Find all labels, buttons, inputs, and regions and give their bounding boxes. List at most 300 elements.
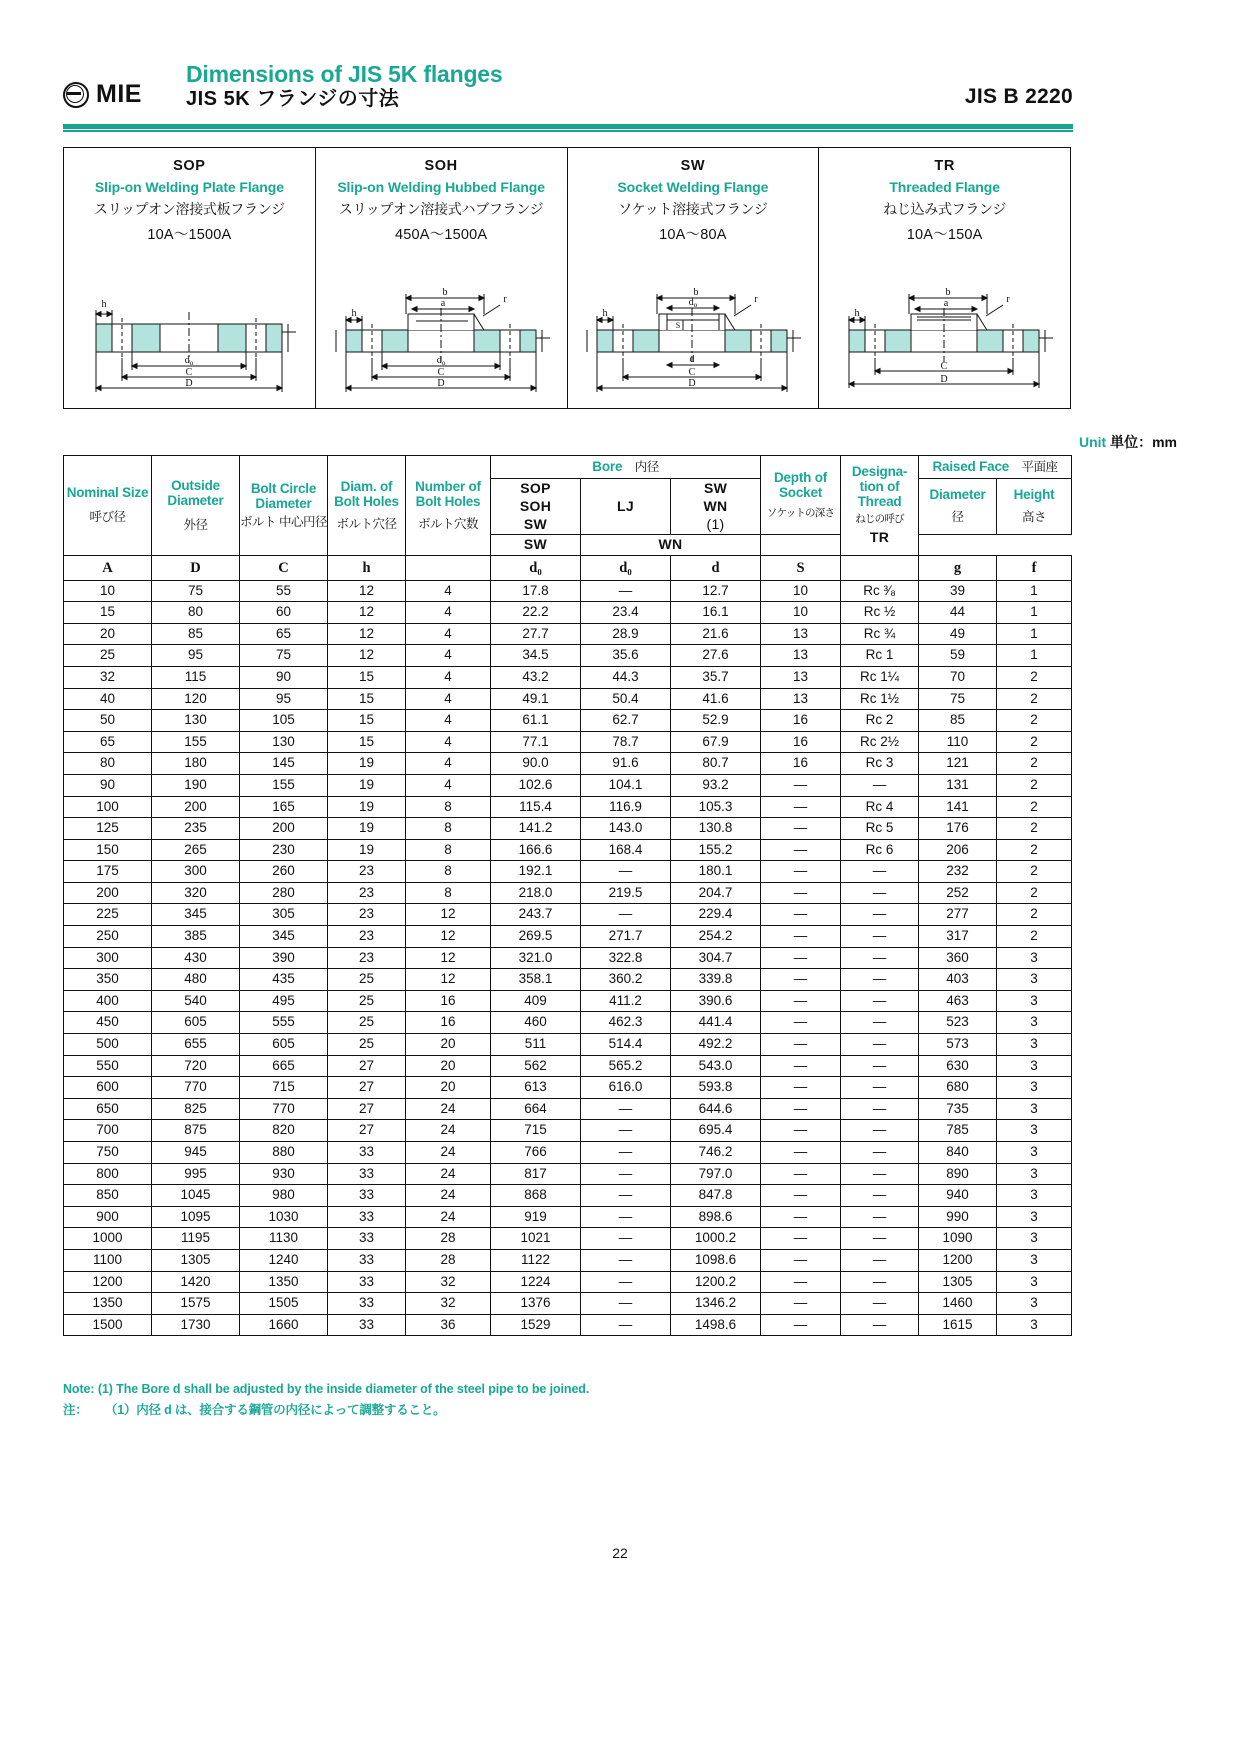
cell-n: 4 xyxy=(406,688,491,710)
cell-g: 1200 xyxy=(919,1249,997,1271)
sop-flange-section-diagram xyxy=(64,276,315,404)
cell-thread: — xyxy=(841,1271,919,1293)
cell-A: 250 xyxy=(64,926,152,948)
cell-d0sop: 49.1 xyxy=(491,688,581,710)
soh-flange-section-diagram xyxy=(316,276,567,404)
panel-tr xyxy=(819,148,1070,408)
cell-A: 80 xyxy=(64,753,152,775)
th-code-soh: SOH xyxy=(519,498,552,515)
cell-A: 100 xyxy=(64,796,152,818)
cell-d0lj: 514.4 xyxy=(581,1034,671,1056)
cell-d0lj: — xyxy=(581,861,671,883)
cell-g: 141 xyxy=(919,796,997,818)
svg-text:D: D xyxy=(185,378,193,389)
cell-f: 2 xyxy=(997,753,1072,775)
cell-f: 3 xyxy=(997,1142,1072,1164)
cell-n: 24 xyxy=(406,1098,491,1120)
cell-S: — xyxy=(761,947,841,969)
cell-d: 1498.6 xyxy=(671,1314,761,1336)
cell-d0sop: 243.7 xyxy=(491,904,581,926)
cell-d0lj: — xyxy=(581,580,671,602)
cell-h: 23 xyxy=(328,904,406,926)
cell-A: 700 xyxy=(64,1120,152,1142)
sym-C: C xyxy=(240,555,328,580)
header-rule xyxy=(63,124,1073,129)
cell-g: 39 xyxy=(919,580,997,602)
circle-bar-logo-icon xyxy=(63,82,89,108)
table-row xyxy=(64,926,1072,948)
svg-text:r: r xyxy=(502,294,507,305)
th-diam-bolt-holes-jp: ボルト穴径 xyxy=(336,516,397,531)
th-diam-bolt-holes xyxy=(328,456,406,556)
cell-S: 10 xyxy=(761,602,841,624)
cell-g: 360 xyxy=(919,947,997,969)
cell-d0lj: 565.2 xyxy=(581,1055,671,1077)
cell-d0sop: 868 xyxy=(491,1185,581,1207)
cell-h: 19 xyxy=(328,796,406,818)
cell-h: 12 xyxy=(328,602,406,624)
cell-f: 2 xyxy=(997,796,1072,818)
th-raised-face-en: Raised Face xyxy=(932,459,1010,474)
cell-A: 1100 xyxy=(64,1249,152,1271)
cell-d: 12.7 xyxy=(671,580,761,602)
svg-text:h: h xyxy=(351,308,357,319)
th-code-wn2: WN xyxy=(658,536,683,553)
sym-A: A xyxy=(64,555,152,580)
cell-n: 8 xyxy=(406,882,491,904)
cell-h: 33 xyxy=(328,1271,406,1293)
th-rf-diameter-jp: 径 xyxy=(951,510,964,525)
table-row xyxy=(64,969,1072,991)
cell-f: 1 xyxy=(997,645,1072,667)
cell-D: 1305 xyxy=(152,1249,240,1271)
unit-label-jp: 単位：mm xyxy=(1110,434,1177,450)
unit-label-en: Unit xyxy=(1078,434,1107,450)
cell-h: 12 xyxy=(328,580,406,602)
title-english: Dimensions of JIS 5K flanges xyxy=(186,61,503,87)
cell-S: — xyxy=(761,1077,841,1099)
panel-code: TR xyxy=(934,158,955,174)
panel-name-en: Threaded Flange xyxy=(889,179,1000,195)
cell-A: 850 xyxy=(64,1185,152,1207)
cell-n: 20 xyxy=(406,1055,491,1077)
svg-text:d: d xyxy=(689,354,695,365)
cell-g: 176 xyxy=(919,818,997,840)
th-bore-sop-soh-sw xyxy=(491,479,581,535)
th-rf-diameter xyxy=(919,479,997,535)
cell-S: — xyxy=(761,839,841,861)
cell-d0lj: — xyxy=(581,1314,671,1336)
cell-C: 930 xyxy=(240,1163,328,1185)
cell-h: 33 xyxy=(328,1314,406,1336)
cell-C: 820 xyxy=(240,1120,328,1142)
cell-C: 980 xyxy=(240,1185,328,1207)
cell-A: 25 xyxy=(64,645,152,667)
table-row xyxy=(64,1314,1072,1336)
table-body xyxy=(64,580,1072,1336)
panel-name-jp: ねじ込み式フランジ xyxy=(883,201,1007,217)
cell-thread: — xyxy=(841,1249,919,1271)
cell-A: 300 xyxy=(64,947,152,969)
cell-g: 840 xyxy=(919,1142,997,1164)
cell-h: 33 xyxy=(328,1206,406,1228)
cell-d0sop: 218.0 xyxy=(491,882,581,904)
cell-f: 2 xyxy=(997,666,1072,688)
cell-h: 27 xyxy=(328,1077,406,1099)
cell-D: 200 xyxy=(152,796,240,818)
cell-D: 1575 xyxy=(152,1293,240,1315)
cell-f: 3 xyxy=(997,1314,1072,1336)
cell-S: — xyxy=(761,1271,841,1293)
cell-d0sop: 613 xyxy=(491,1077,581,1099)
panel-name-en: Socket Welding Flange xyxy=(617,179,769,195)
cell-thread: — xyxy=(841,1034,919,1056)
cell-S: — xyxy=(761,818,841,840)
cell-d0sop: 766 xyxy=(491,1142,581,1164)
cell-A: 650 xyxy=(64,1098,152,1120)
cell-f: 2 xyxy=(997,731,1072,753)
cell-d0sop: 715 xyxy=(491,1120,581,1142)
cell-h: 19 xyxy=(328,774,406,796)
cell-n: 4 xyxy=(406,774,491,796)
th-socket-sw-code xyxy=(491,534,581,555)
cell-d0lj: 143.0 xyxy=(581,818,671,840)
th-bore-jp: 内径 xyxy=(634,460,659,474)
flange-dimensions-table xyxy=(63,455,1072,1336)
cell-g: 121 xyxy=(919,753,997,775)
cell-f: 2 xyxy=(997,861,1072,883)
cell-g: 1615 xyxy=(919,1314,997,1336)
cell-S: — xyxy=(761,1206,841,1228)
svg-text:C: C xyxy=(940,361,948,372)
cell-thread: — xyxy=(841,1055,919,1077)
cell-n: 24 xyxy=(406,1120,491,1142)
panel-size-range: 10A〜150A xyxy=(906,227,983,243)
th-outside-diameter xyxy=(152,456,240,556)
cell-d0lj: — xyxy=(581,1293,671,1315)
panel-code: SOP xyxy=(173,158,206,174)
cell-thread: — xyxy=(841,926,919,948)
cell-A: 65 xyxy=(64,731,152,753)
sym-blank xyxy=(406,555,491,580)
cell-f: 2 xyxy=(997,839,1072,861)
cell-d: 1200.2 xyxy=(671,1271,761,1293)
cell-S: 10 xyxy=(761,580,841,602)
th-designation-of-thread xyxy=(841,456,919,556)
table-row xyxy=(64,1206,1072,1228)
cell-d: 492.2 xyxy=(671,1034,761,1056)
table-row xyxy=(64,731,1072,753)
table-row xyxy=(64,666,1072,688)
cell-thread: — xyxy=(841,1077,919,1099)
cell-h: 23 xyxy=(328,947,406,969)
cell-d0sop: 77.1 xyxy=(491,731,581,753)
note-label-jp: 注： xyxy=(63,1403,88,1417)
cell-g: 940 xyxy=(919,1185,997,1207)
svg-text:D: D xyxy=(940,374,948,385)
cell-thread: Rc 4 xyxy=(841,796,919,818)
sym-S: S xyxy=(761,555,841,580)
cell-g: 110 xyxy=(919,731,997,753)
standard-code: JIS B 2220 xyxy=(964,85,1073,108)
cell-n: 12 xyxy=(406,904,491,926)
cell-d: 180.1 xyxy=(671,861,761,883)
cell-S: — xyxy=(761,861,841,883)
cell-d0sop: 141.2 xyxy=(491,818,581,840)
cell-D: 345 xyxy=(152,904,240,926)
svg-text:a: a xyxy=(943,298,949,309)
cell-d: 93.2 xyxy=(671,774,761,796)
cell-D: 130 xyxy=(152,710,240,732)
cell-d0lj: — xyxy=(581,1120,671,1142)
cell-thread: — xyxy=(841,774,919,796)
cell-f: 3 xyxy=(997,1271,1072,1293)
cell-d0lj: 219.5 xyxy=(581,882,671,904)
th-code-lj: LJ xyxy=(617,498,634,515)
cell-D: 540 xyxy=(152,990,240,1012)
table-row xyxy=(64,839,1072,861)
table-row xyxy=(64,1163,1072,1185)
cell-A: 32 xyxy=(64,666,152,688)
title-japanese: JIS 5K フランジの寸法 xyxy=(186,87,400,110)
th-rf-height-jp: 高さ xyxy=(1022,510,1047,525)
cell-f: 1 xyxy=(997,602,1072,624)
cell-d: 80.7 xyxy=(671,753,761,775)
cell-d: 105.3 xyxy=(671,796,761,818)
cell-h: 25 xyxy=(328,1034,406,1056)
cell-S: — xyxy=(761,969,841,991)
cell-d0lj: 116.9 xyxy=(581,796,671,818)
cell-f: 3 xyxy=(997,1034,1072,1056)
table-row xyxy=(64,1185,1072,1207)
cell-A: 1200 xyxy=(64,1271,152,1293)
svg-text:b: b xyxy=(945,287,951,298)
table-row xyxy=(64,947,1072,969)
cell-thread: — xyxy=(841,1120,919,1142)
th-rf-diameter-en: Diameter xyxy=(929,487,986,503)
table-row xyxy=(64,1098,1072,1120)
cell-A: 10 xyxy=(64,580,152,602)
cell-h: 27 xyxy=(328,1055,406,1077)
cell-thread: — xyxy=(841,1163,919,1185)
cell-h: 19 xyxy=(328,839,406,861)
cell-d0lj: — xyxy=(581,1271,671,1293)
cell-n: 8 xyxy=(406,818,491,840)
cell-d: 130.8 xyxy=(671,818,761,840)
cell-d0lj: — xyxy=(581,1142,671,1164)
cell-n: 32 xyxy=(406,1271,491,1293)
table-row xyxy=(64,1293,1072,1315)
cell-g: 252 xyxy=(919,882,997,904)
cell-g: 785 xyxy=(919,1120,997,1142)
cell-g: 49 xyxy=(919,623,997,645)
cell-A: 450 xyxy=(64,1012,152,1034)
cell-d0lj: 23.4 xyxy=(581,602,671,624)
sym-thread-blank xyxy=(841,555,919,580)
cell-A: 600 xyxy=(64,1077,152,1099)
cell-d0sop: 27.7 xyxy=(491,623,581,645)
cell-S: — xyxy=(761,1055,841,1077)
cell-d0lj: 44.3 xyxy=(581,666,671,688)
cell-C: 390 xyxy=(240,947,328,969)
cell-d: 41.6 xyxy=(671,688,761,710)
cell-f: 3 xyxy=(997,1249,1072,1271)
cell-D: 265 xyxy=(152,839,240,861)
cell-C: 555 xyxy=(240,1012,328,1034)
table-row xyxy=(64,1012,1072,1034)
cell-C: 95 xyxy=(240,688,328,710)
th-thread-code: TR xyxy=(869,529,890,546)
cell-d0lj: 35.6 xyxy=(581,645,671,667)
cell-h: 15 xyxy=(328,710,406,732)
cell-A: 550 xyxy=(64,1055,152,1077)
cell-D: 385 xyxy=(152,926,240,948)
cell-g: 232 xyxy=(919,861,997,883)
cell-f: 3 xyxy=(997,969,1072,991)
cell-f: 2 xyxy=(997,774,1072,796)
svg-text:b: b xyxy=(442,287,448,298)
cell-d0lj: 91.6 xyxy=(581,753,671,775)
table-row xyxy=(64,753,1072,775)
cell-thread: Rc 3 xyxy=(841,753,919,775)
cell-C: 165 xyxy=(240,796,328,818)
cell-n: 12 xyxy=(406,969,491,991)
th-nominal-size xyxy=(64,456,152,556)
th-number-bolt-holes-jp: ボルト穴数 xyxy=(417,516,478,531)
th-bore-lj xyxy=(581,479,671,535)
cell-f: 3 xyxy=(997,1120,1072,1142)
cell-g: 735 xyxy=(919,1098,997,1120)
svg-text:b: b xyxy=(693,287,699,298)
panel-size-range: 10A〜80A xyxy=(659,227,727,243)
cell-A: 400 xyxy=(64,990,152,1012)
cell-A: 125 xyxy=(64,818,152,840)
cell-thread: — xyxy=(841,1012,919,1034)
th-code-sw: SW xyxy=(523,516,548,533)
cell-D: 235 xyxy=(152,818,240,840)
cell-d: 746.2 xyxy=(671,1142,761,1164)
cell-D: 770 xyxy=(152,1077,240,1099)
cell-g: 131 xyxy=(919,774,997,796)
panel-code: SW xyxy=(680,158,706,174)
th-outside-diameter-en: Outside Diameter xyxy=(167,477,224,508)
cell-d0sop: 115.4 xyxy=(491,796,581,818)
cell-h: 33 xyxy=(328,1163,406,1185)
cell-h: 15 xyxy=(328,731,406,753)
cell-S: — xyxy=(761,1314,841,1336)
table-notes xyxy=(63,1382,1073,1418)
cell-C: 435 xyxy=(240,969,328,991)
cell-g: 277 xyxy=(919,904,997,926)
th-rf-height-en: Height xyxy=(1013,487,1055,503)
cell-d0lj: 616.0 xyxy=(581,1077,671,1099)
cell-n: 32 xyxy=(406,1293,491,1315)
cell-d0sop: 321.0 xyxy=(491,947,581,969)
cell-h: 27 xyxy=(328,1098,406,1120)
cell-A: 1000 xyxy=(64,1228,152,1250)
cell-S: — xyxy=(761,1185,841,1207)
panel-name-en: Slip-on Welding Hubbed Flange xyxy=(337,179,545,195)
panel-size-range: 450A〜1500A xyxy=(394,227,488,243)
cell-n: 8 xyxy=(406,796,491,818)
cell-n: 20 xyxy=(406,1077,491,1099)
cell-h: 12 xyxy=(328,623,406,645)
cell-D: 825 xyxy=(152,1098,240,1120)
cell-S: — xyxy=(761,774,841,796)
cell-D: 320 xyxy=(152,882,240,904)
page-number: 22 xyxy=(612,1545,628,1561)
cell-h: 25 xyxy=(328,1012,406,1034)
table-row xyxy=(64,796,1072,818)
table-row xyxy=(64,1055,1072,1077)
th-code-sop: SOP xyxy=(520,480,551,496)
cell-C: 105 xyxy=(240,710,328,732)
table-row xyxy=(64,861,1072,883)
cell-D: 180 xyxy=(152,753,240,775)
cell-S: — xyxy=(761,1098,841,1120)
panel-sop xyxy=(64,148,316,408)
cell-A: 90 xyxy=(64,774,152,796)
table-row xyxy=(64,710,1072,732)
cell-f: 2 xyxy=(997,710,1072,732)
cell-d0sop: 358.1 xyxy=(491,969,581,991)
cell-f: 1 xyxy=(997,580,1072,602)
table-row xyxy=(64,602,1072,624)
sym-D: D xyxy=(152,555,240,580)
cell-d0sop: 817 xyxy=(491,1163,581,1185)
cell-thread: Rc 5 xyxy=(841,818,919,840)
cell-S: — xyxy=(761,1034,841,1056)
cell-C: 605 xyxy=(240,1034,328,1056)
cell-C: 130 xyxy=(240,731,328,753)
sym-d0-a: d₀ xyxy=(491,555,581,580)
cell-D: 480 xyxy=(152,969,240,991)
cell-A: 750 xyxy=(64,1142,152,1164)
cell-C: 770 xyxy=(240,1098,328,1120)
cell-A: 350 xyxy=(64,969,152,991)
cell-n: 12 xyxy=(406,926,491,948)
cell-f: 3 xyxy=(997,1228,1072,1250)
cell-d0lj: — xyxy=(581,1185,671,1207)
cell-h: 33 xyxy=(328,1249,406,1271)
svg-text:C: C xyxy=(689,367,696,378)
cell-h: 23 xyxy=(328,926,406,948)
th-bore-sw-wn xyxy=(671,479,761,535)
cell-n: 36 xyxy=(406,1314,491,1336)
svg-text:S: S xyxy=(676,321,681,330)
cell-d0lj: 271.7 xyxy=(581,926,671,948)
table-row xyxy=(64,1249,1072,1271)
table-row xyxy=(64,1120,1072,1142)
cell-S: — xyxy=(761,1293,841,1315)
cell-d0lj: — xyxy=(581,1098,671,1120)
cell-d: 797.0 xyxy=(671,1163,761,1185)
header-rule-thin xyxy=(63,130,1073,132)
brand-name: MIE xyxy=(96,80,142,108)
unit-label xyxy=(1079,432,1177,452)
table-row xyxy=(64,1228,1072,1250)
cell-d0sop: 460 xyxy=(491,1012,581,1034)
table-row xyxy=(64,1034,1072,1056)
cell-d: 847.8 xyxy=(671,1185,761,1207)
cell-n: 20 xyxy=(406,1034,491,1056)
cell-C: 65 xyxy=(240,623,328,645)
th-rf-height xyxy=(997,479,1072,535)
table-symbol-row xyxy=(64,555,1072,580)
cell-C: 1350 xyxy=(240,1271,328,1293)
cell-S: 16 xyxy=(761,753,841,775)
cell-d: 254.2 xyxy=(671,926,761,948)
